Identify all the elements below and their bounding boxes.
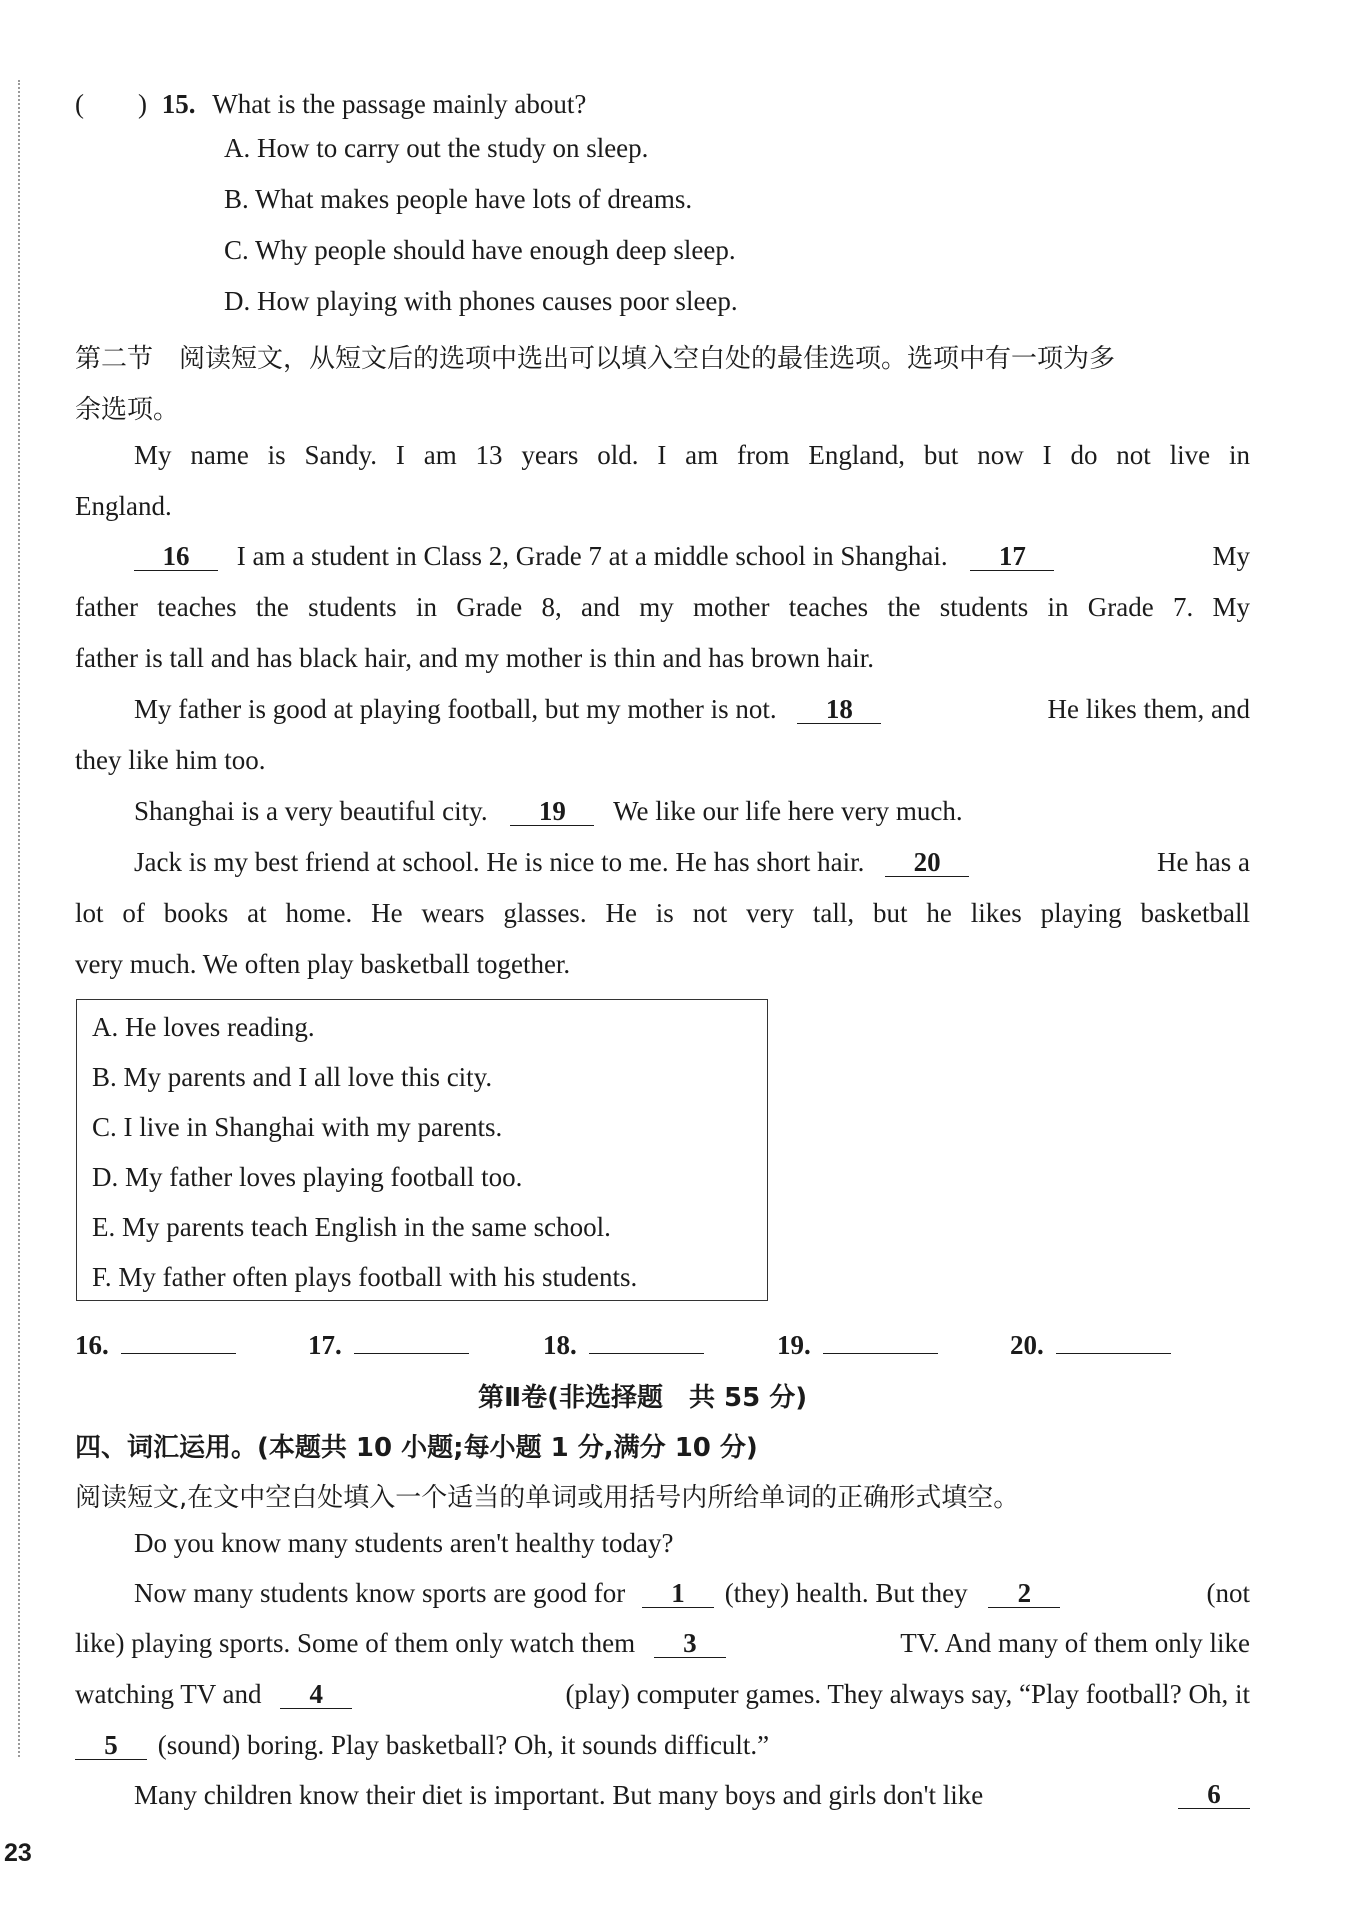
- section4-instruction: 阅读短文,在文中空白处填入一个适当的单词或用括号内所给单词的正确形式填空。: [75, 1483, 1020, 1513]
- q15-option-c: C. Why people should have enough deep sleep.: [224, 235, 736, 265]
- question-stem: What is the passage mainly about?: [212, 89, 587, 119]
- blank-16: 16: [134, 542, 218, 571]
- section2-instruction-line1: 第二节 阅读短文，从短文后的选项中选出可以填入空白处的最佳选项。选项中有一项为多: [75, 344, 1116, 374]
- blank-2: 2: [988, 1579, 1060, 1608]
- answer-slot-16[interactable]: 16.: [75, 1330, 236, 1361]
- blank-4: 4: [280, 1680, 352, 1709]
- passage2-line-with-blanks: 5 (sound) boring. Play basketball? Oh, it sounds difficult.”: [75, 1730, 769, 1761]
- box-option-c: C. I live in Shanghai with my parents.: [92, 1112, 503, 1142]
- passage-line-with-blanks: 16 I am a student in Class 2, Grade 7 at a middle school in Shanghai. 17 My: [134, 541, 1250, 572]
- answer-slot-18[interactable]: 18.: [543, 1330, 704, 1361]
- passage2-line-with-blanks: Now many students know sports are good for 1 (they) health. But they 2 (not: [134, 1578, 1250, 1608]
- answer-slot-20[interactable]: 20.: [1010, 1330, 1171, 1361]
- question-15: [75, 82, 586, 121]
- q15-option-b: B. What makes people have lots of dreams.: [224, 184, 693, 214]
- passage2-line-with-blanks: watching TV and 4 (play) computer games. They always say, “Play football? Oh, it: [75, 1679, 1250, 1709]
- passage-line-with-blanks: Jack is my best friend at school. He is nice to me. He has short hair. 20 He has a: [134, 847, 1250, 877]
- passage2-line: Do you know many students aren't healthy today?: [134, 1528, 674, 1558]
- passage-line: very much. We often play basketball together.: [75, 949, 571, 979]
- answer-paren: ( ): [75, 89, 147, 119]
- passage-line-with-blanks: My father is good at playing football, but my mother is not. 18 He likes them, and: [134, 694, 1250, 724]
- answer-slot-19[interactable]: 19.: [777, 1330, 938, 1361]
- blank-18: 18: [797, 695, 881, 724]
- q15-option-d: D. How playing with phones causes poor sleep.: [224, 286, 738, 316]
- binding-margin-line: [18, 80, 20, 1757]
- passage-line: lot of books at home. He wears glasses. He is not very tall, but he likes playing basketball: [75, 898, 1250, 928]
- blank-19: 19: [510, 797, 594, 826]
- blank-6: 6: [1178, 1780, 1250, 1809]
- blank-3: 3: [654, 1629, 726, 1658]
- section4-title: 四、词汇运用。(本题共 10 小题;每小题 1 分,满分 10 分): [75, 1433, 758, 1463]
- passage-line: father is tall and has black hair, and my mother is thin and has brown hair.: [75, 643, 874, 673]
- passage-line: they like him too.: [75, 745, 266, 775]
- question-number: 15.: [161, 89, 196, 119]
- box-option-f: F. My father often plays football with his students.: [92, 1262, 638, 1292]
- passage2-line-with-blanks: Many children know their diet is important. But many boys and girls don't like 6: [134, 1780, 1250, 1811]
- answer-slot-17[interactable]: 17.: [308, 1330, 469, 1361]
- blank-20: 20: [885, 848, 969, 877]
- passage-line-with-blanks: Shanghai is a very beautiful city. 19 We like our life here very much.: [134, 796, 963, 826]
- passage-line: father teaches the students in Grade 8, and my mother teaches the students in Grade 7. My: [75, 592, 1250, 622]
- box-option-a: A. He loves reading.: [92, 1012, 315, 1042]
- page-number: 23: [4, 1839, 32, 1867]
- blank-1: 1: [642, 1579, 714, 1608]
- passage2-line-with-blanks: like) playing sports. Some of them only watch them 3 TV. And many of them only like: [75, 1628, 1250, 1658]
- section2-instruction-line2: 余选项。: [75, 395, 180, 425]
- blank-17: 17: [970, 542, 1054, 571]
- part2-title: 第Ⅱ卷(非选择题 共 55 分): [478, 1383, 808, 1413]
- box-option-b: B. My parents and I all love this city.: [92, 1062, 493, 1092]
- options-box: [76, 999, 768, 1301]
- q15-option-a: A. How to carry out the study on sleep.: [224, 133, 649, 163]
- box-option-d: D. My father loves playing football too.: [92, 1162, 523, 1192]
- box-option-e: E. My parents teach English in the same school.: [92, 1212, 611, 1242]
- blank-5: 5: [75, 1731, 147, 1760]
- passage-line: My name is Sandy. I am 13 years old. I am from England, but now I do not live in: [134, 440, 1250, 470]
- passage-line: England.: [75, 491, 172, 521]
